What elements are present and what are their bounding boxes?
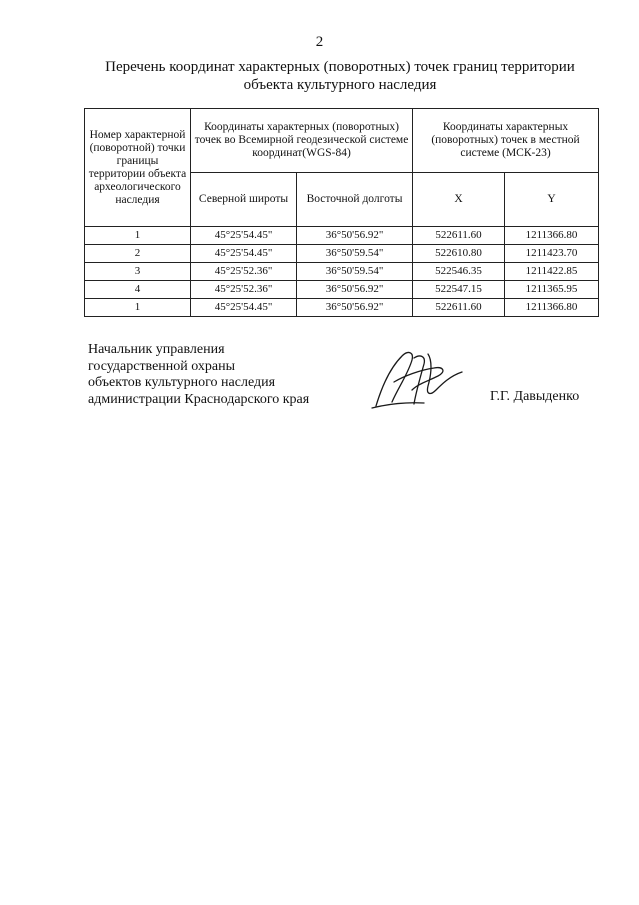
header-y: Y <box>505 173 599 227</box>
signatory-position <box>88 342 348 408</box>
header-wgs84: Координаты характерных (поворотных) точек во Всемирной геодезической системе координат(WGS-84) <box>191 109 413 173</box>
header-msk23: Координаты характерных (поворотных) точек в местной системе (МСК-23) <box>413 109 599 173</box>
cell-x: 522547.15 <box>413 281 505 299</box>
cell-point: 4 <box>85 281 191 299</box>
cell-x: 522611.60 <box>413 227 505 245</box>
header-north-latitude: Северной широты <box>191 173 297 227</box>
cell-east: 36°50'56.92" <box>297 227 413 245</box>
cell-x: 522611.60 <box>413 299 505 317</box>
cell-point: 1 <box>85 299 191 317</box>
cell-point: 1 <box>85 227 191 245</box>
cell-y: 1211423.70 <box>505 245 599 263</box>
cell-x: 522610.80 <box>413 245 505 263</box>
cell-point: 2 <box>85 245 191 263</box>
cell-x: 522546.35 <box>413 263 505 281</box>
header-point-number: Номер характерной (поворотной) точки границы территории объекта археологического наследия <box>85 109 191 227</box>
cell-north: 45°25'54.45" <box>191 299 297 317</box>
title-line-2: объекта культурного наследия <box>243 77 437 93</box>
table-row <box>85 299 599 317</box>
cell-north: 45°25'54.45" <box>191 227 297 245</box>
document-title <box>60 58 620 94</box>
cell-y: 1211365.95 <box>505 281 599 299</box>
cell-north: 45°25'54.45" <box>191 245 297 263</box>
title-line-1: Перечень координат характерных (поворотных) точек границ территории <box>105 59 575 75</box>
cell-north: 45°25'52.36" <box>191 263 297 281</box>
handwritten-signature <box>368 346 468 410</box>
cell-north: 45°25'52.36" <box>191 281 297 299</box>
table-row <box>85 227 599 245</box>
cell-east: 36°50'59.54" <box>297 263 413 281</box>
position-line: администрации Краснодарского края <box>88 391 310 407</box>
coordinates-table <box>84 108 599 317</box>
cell-y: 1211422.85 <box>505 263 599 281</box>
cell-east: 36°50'59.54" <box>297 245 413 263</box>
cell-east: 36°50'56.92" <box>297 281 413 299</box>
position-line: Начальник управления <box>88 342 225 357</box>
position-line: объектов культурного наследия <box>88 375 276 390</box>
header-x: X <box>413 173 505 227</box>
page-number: 2 <box>315 34 324 50</box>
cell-point: 3 <box>85 263 191 281</box>
cell-y: 1211366.80 <box>505 299 599 317</box>
table-row <box>85 263 599 281</box>
table-row <box>85 281 599 299</box>
position-line: государственной охраны <box>88 358 236 374</box>
header-east-longitude: Восточной долготы <box>297 173 413 227</box>
cell-east: 36°50'56.92" <box>297 299 413 317</box>
cell-y: 1211366.80 <box>505 227 599 245</box>
table-row <box>85 245 599 263</box>
signatory-name: Г.Г. Давыденко <box>490 389 580 404</box>
